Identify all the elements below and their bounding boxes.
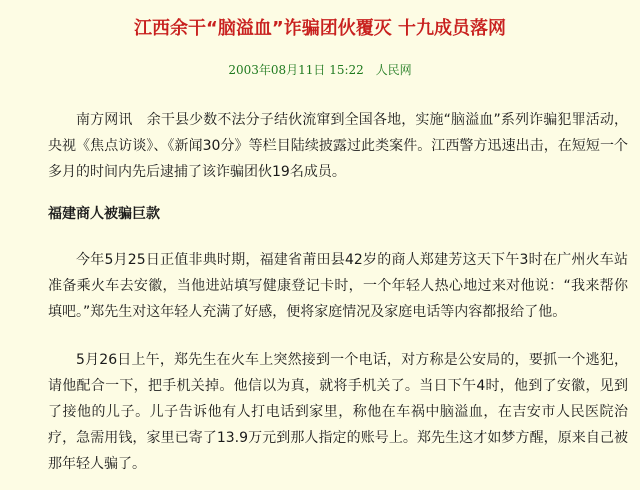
paragraph-body: 5月26日上午，郑先生在火车上突然接到一个电话，对方称是公安局的，要抓一个逃犯，请他配合一下，把手机关掉。他信以为真，就将手机关了。当日下午4时，他到了安徽，见到了接他的儿子。儿子告诉他有人打电话到家里，称他在车祸中脑溢血，在吉安市人民医院治疗，急需用钱，家里已寄了13.9万元到那人指定的账号上。郑先生这才如梦方醒，原来自己被那年轻人骗了。 bbox=[48, 352, 628, 472]
publish-date: 2003年08月11日 15:22 bbox=[228, 63, 364, 77]
paragraph-intro: 南方网讯 余干县少数不法分子结伙流窜到全国各地，实施“脑溢血”系列诈骗犯罪活动，央视《焦点访谈》、《新闻30分》等栏目陆续披露过此类案件。江西警方迅速出击，在短短一个多月的时间内先后逮捕了该诈骗团伙19名成员。 bbox=[48, 112, 628, 180]
article-dateline bbox=[0, 62, 640, 78]
section-subheading: 福建商人被骗巨款 bbox=[48, 206, 160, 222]
paragraph-body: 今年5月25日正值非典时期，福建省莆田县42岁的商人郑建芳这天下午3时在广州火车站准备乘火车去安徽，当他进站填写健康登记卡时，一个年轻人热心地过来对他说：“我来帮你填吧。”郑先生对这年轻人充满了好感，便将家庭情况及家庭电话等内容都报给了他。 bbox=[48, 252, 628, 320]
article-title: 江西余干“脑溢血”诈骗团伙覆灭 十九成员落网 bbox=[134, 18, 506, 39]
source-link[interactable]: 人民网 bbox=[375, 63, 412, 77]
